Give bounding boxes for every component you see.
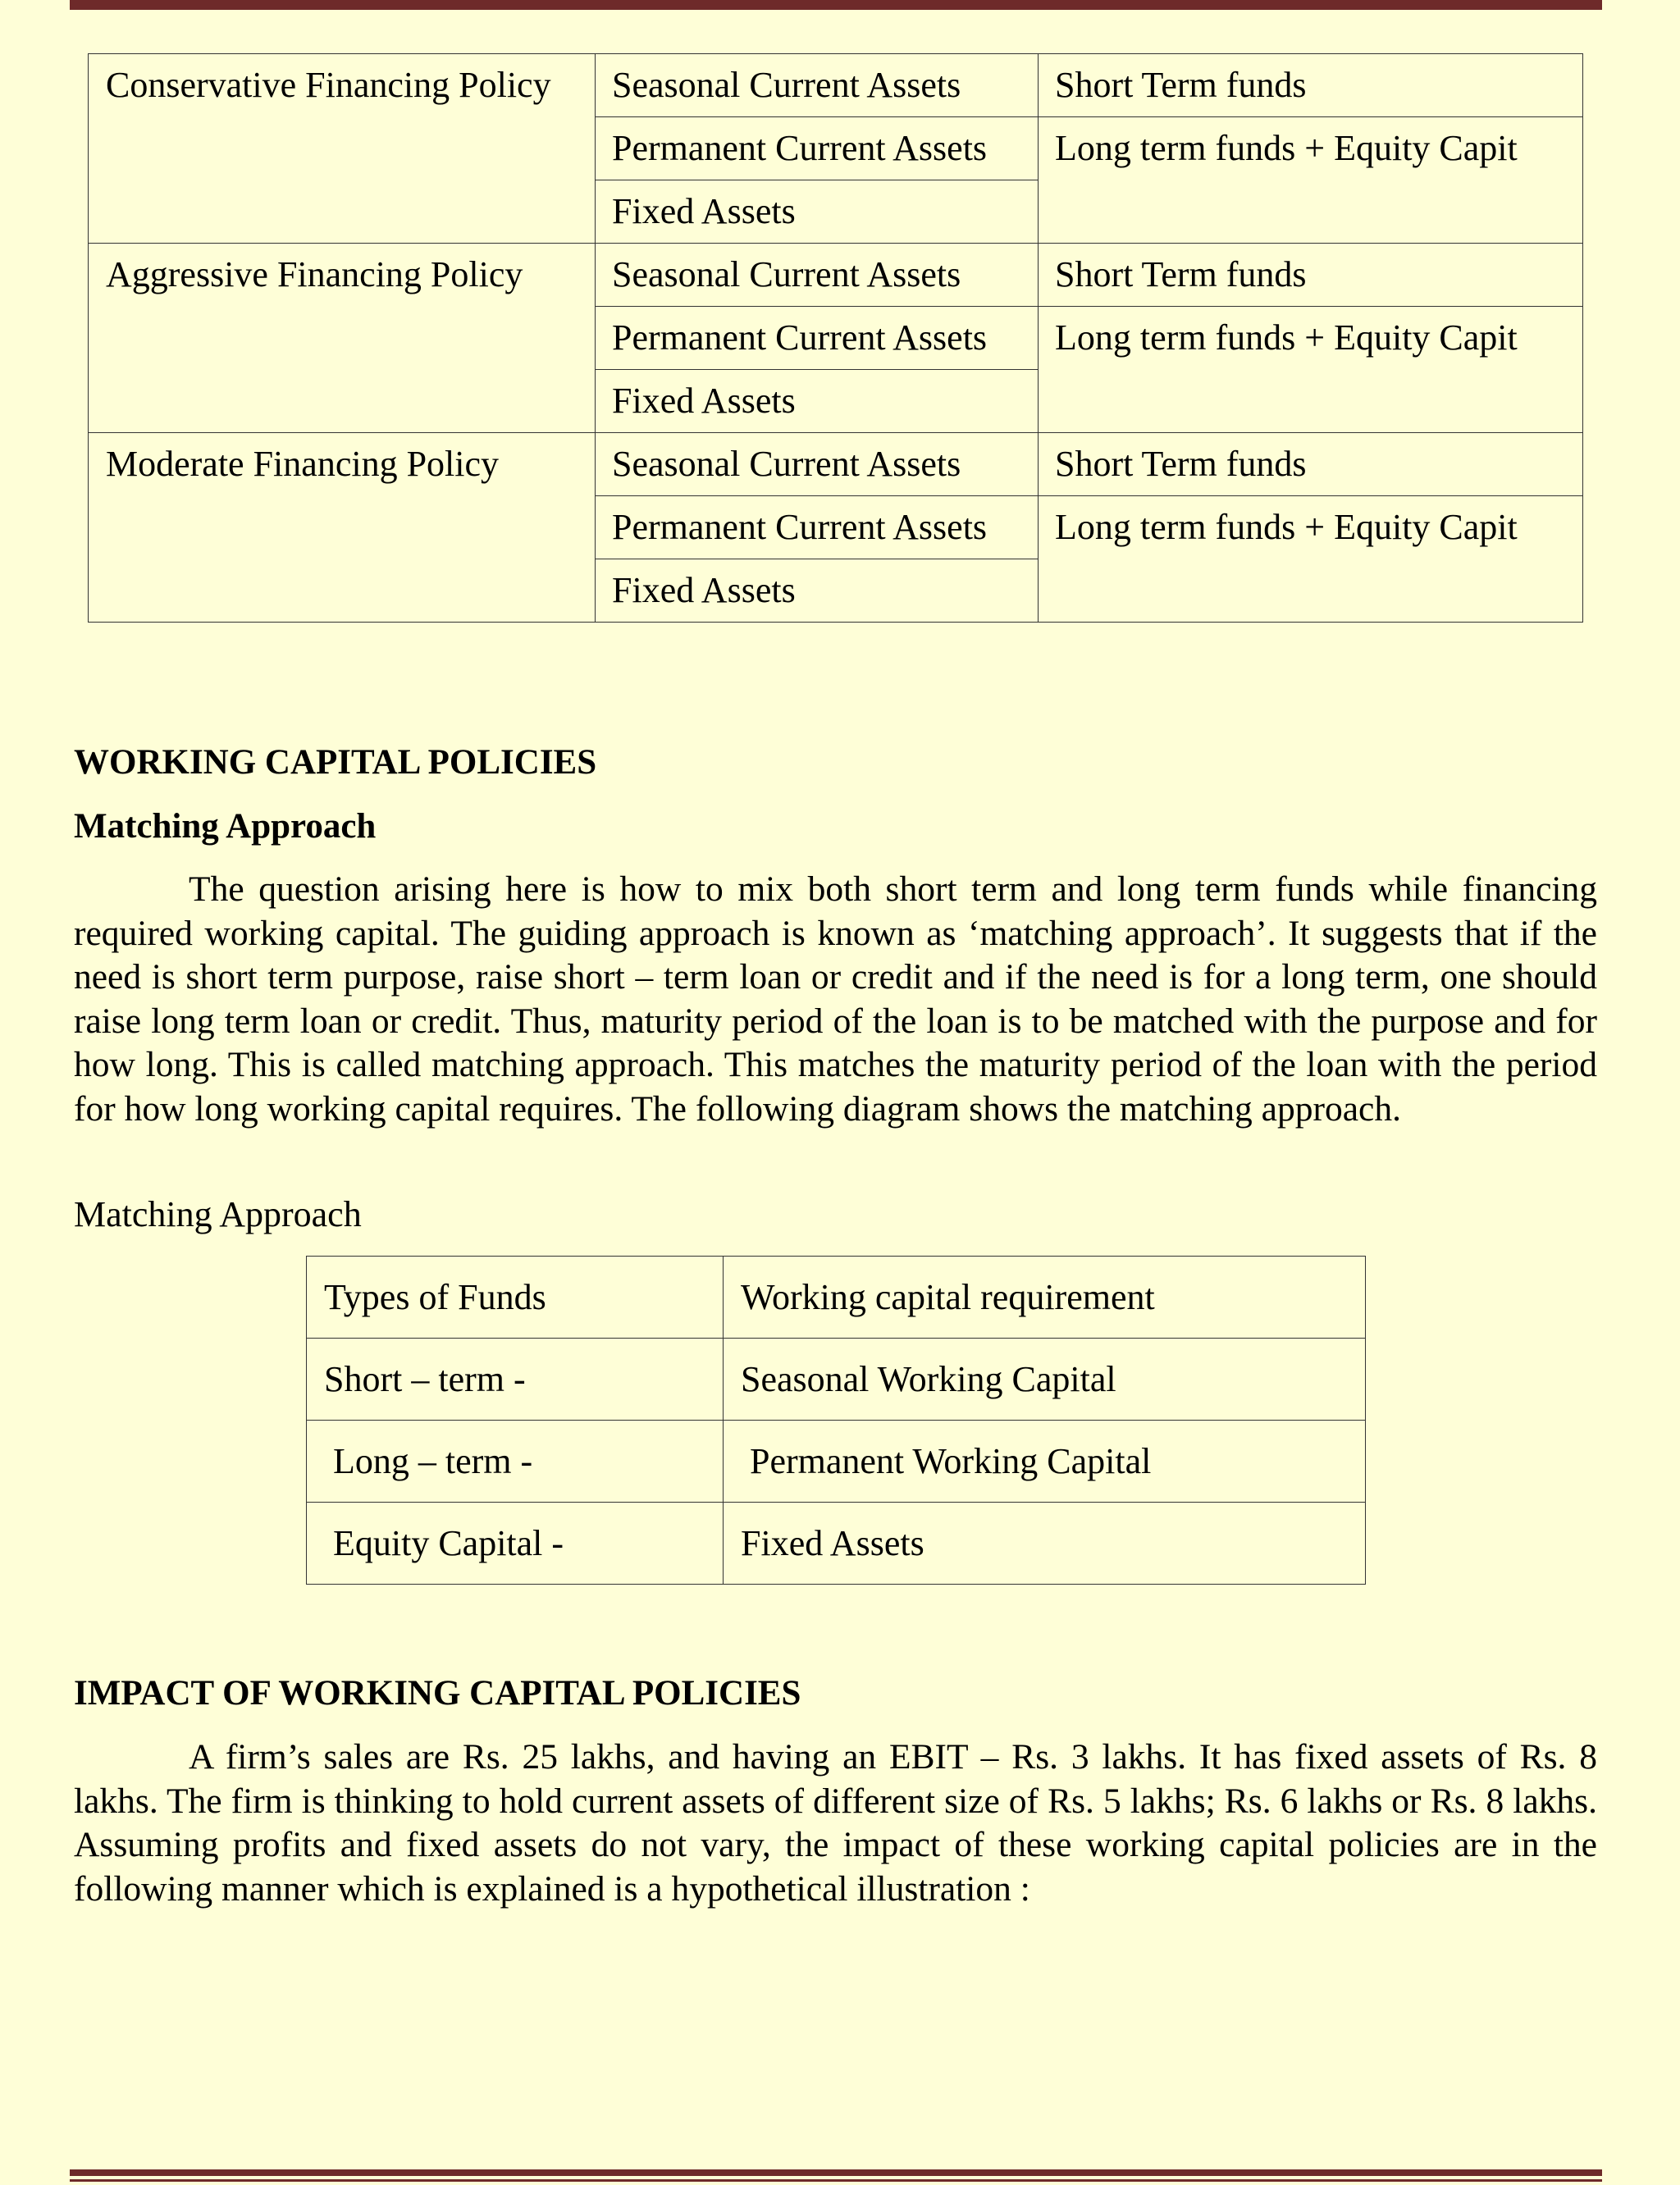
policy-name-cell: Moderate Financing Policy <box>89 433 596 623</box>
fund-cell: Long term funds + Equity Capit <box>1039 117 1583 244</box>
table-cell: Equity Capital - <box>307 1503 724 1585</box>
table-row <box>307 1503 1366 1585</box>
impact-paragraph: A firm’s sales are Rs. 25 lakhs, and having an EBIT – Rs. 3 lakhs. It has fixed assets of Rs. 8 lakhs. The firm is thinking to hold current assets of different size of Rs. 5 lakhs; Rs. 6 lakhs or Rs. 8 lakhs. Assuming profits and fixed assets do not vary, the impact of these working capital policies are in the following manner which is explained is a hypothetical illustration : <box>74 1737 1597 1909</box>
table-row <box>89 433 1583 496</box>
table-row <box>89 54 1583 117</box>
table-cell: Seasonal Working Capital <box>724 1339 1366 1421</box>
matching-approach-caption: Matching Approach <box>74 1194 362 1234</box>
table-cell: Types of Funds <box>307 1257 724 1339</box>
matching-approach-paragraph: The question arising here is how to mix both short term and long term funds while financing required working capital. The guiding approach is known as ‘matching approach’. It suggests that if the need is short term purpose, raise short – term loan or credit and if the need is for a long term, one should raise long term loan or credit. Thus, maturity period of the loan is to be matched with the purpose and for how long. This is called matching approach. This matches the maturity period of the loan with the period for how long working capital requires. The following diagram shows the matching approach. <box>74 869 1597 1129</box>
fund-cell: Short Term funds <box>1039 244 1583 307</box>
asset-cell: Seasonal Current Assets <box>596 244 1039 307</box>
section-heading-working-capital-policies: WORKING CAPITAL POLICIES <box>74 743 597 782</box>
table-cell: Permanent Working Capital <box>724 1421 1366 1503</box>
table-cell: Long – term - <box>307 1421 724 1503</box>
policy-name-cell: Aggressive Financing Policy <box>89 244 596 433</box>
asset-cell: Seasonal Current Assets <box>596 433 1039 496</box>
table-row <box>307 1257 1366 1339</box>
subheading-matching-approach: Matching Approach <box>74 807 377 846</box>
asset-cell: Fixed Assets <box>596 370 1039 433</box>
table-row <box>307 1339 1366 1421</box>
asset-cell: Permanent Current Assets <box>596 496 1039 559</box>
fund-cell: Short Term funds <box>1039 433 1583 496</box>
table-cell: Working capital requirement <box>724 1257 1366 1339</box>
table-cell: Short – term - <box>307 1339 724 1421</box>
fund-cell: Long term funds + Equity Capit <box>1039 496 1583 623</box>
asset-cell: Seasonal Current Assets <box>596 54 1039 117</box>
matching-approach-table <box>306 1256 1366 1585</box>
top-rule <box>70 0 1602 10</box>
fund-cell: Long term funds + Equity Capit <box>1039 307 1583 433</box>
asset-cell: Permanent Current Assets <box>596 307 1039 370</box>
section-heading-impact: IMPACT OF WORKING CAPITAL POLICIES <box>74 1674 801 1713</box>
financing-policy-table <box>88 53 1583 623</box>
fund-cell: Short Term funds <box>1039 54 1583 117</box>
bottom-rule <box>70 2169 1602 2182</box>
policy-name-cell: Conservative Financing Policy <box>89 54 596 244</box>
asset-cell: Fixed Assets <box>596 180 1039 244</box>
table-row <box>89 244 1583 307</box>
table-cell: Fixed Assets <box>724 1503 1366 1585</box>
table-row <box>307 1421 1366 1503</box>
asset-cell: Fixed Assets <box>596 559 1039 623</box>
asset-cell: Permanent Current Assets <box>596 117 1039 180</box>
